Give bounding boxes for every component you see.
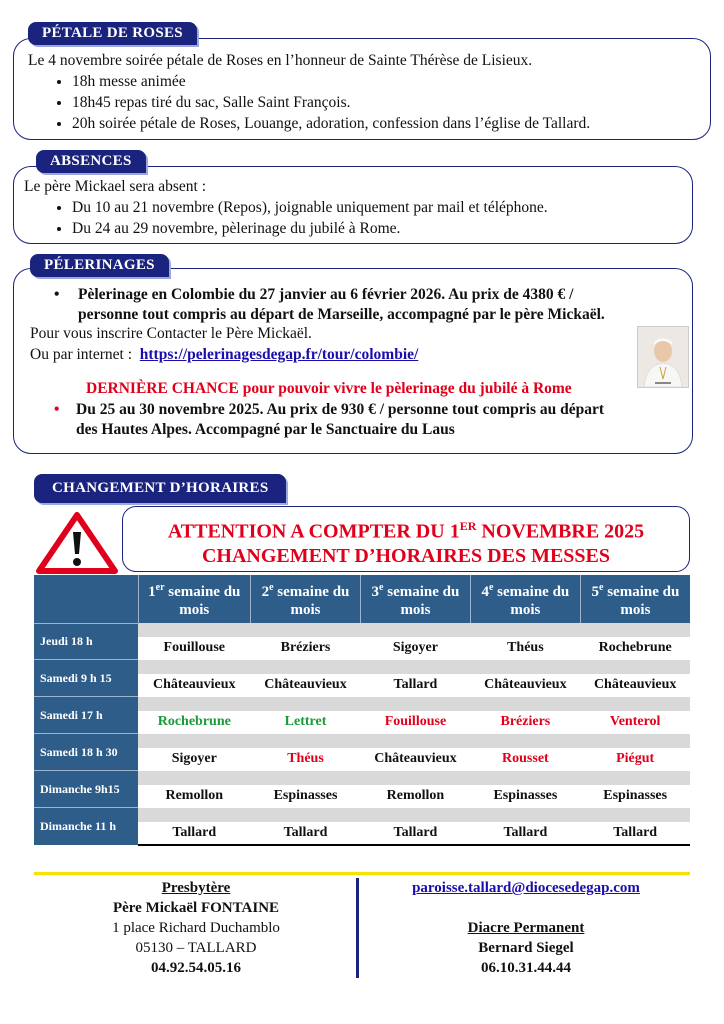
attention-line1 <box>122 514 690 544</box>
horaires-tag: CHANGEMENT D’HORAIRES <box>34 474 286 503</box>
gap-cell <box>251 771 361 786</box>
attention-sup: ER <box>459 519 477 533</box>
pere-name: Père Mickaël FONTAINE <box>112 900 280 916</box>
table-gap-row <box>34 697 690 712</box>
schedule-body <box>34 623 690 845</box>
email-link[interactable]: paroisse.tallard@diocesedegap.com <box>412 880 640 896</box>
place-cell: Bréziers <box>470 711 580 734</box>
address: 1 place Richard Duchamblo <box>112 920 280 936</box>
time-label: Dimanche 11 h <box>34 808 138 846</box>
week-header: 2e semaine du mois <box>251 575 361 623</box>
absences-tag: ABSENCES <box>36 150 146 173</box>
colombie-block <box>50 285 670 325</box>
place-cell: Sigoyer <box>138 748 251 771</box>
time-label: Samedi 18 h 30 <box>34 734 138 771</box>
table-gap-row <box>34 808 690 823</box>
list-item: • 18h45 repas tiré du sac, Salle Saint François. <box>72 92 590 113</box>
gap-cell <box>138 771 251 786</box>
gap-cell <box>580 697 690 712</box>
gap-cell <box>251 697 361 712</box>
gap-cell <box>360 623 470 637</box>
gap-cell <box>138 623 251 637</box>
gap-cell <box>580 808 690 823</box>
gap-cell <box>470 734 580 749</box>
place-cell: Théus <box>470 637 580 660</box>
place-cell: Tallard <box>580 822 690 845</box>
warning-icon <box>36 512 118 574</box>
gap-cell <box>360 808 470 823</box>
place-cell: Lettret <box>251 711 361 734</box>
gap-cell <box>580 660 690 675</box>
gap-cell <box>360 697 470 712</box>
place-cell: Théus <box>251 748 361 771</box>
place-cell: Châteauvieux <box>470 674 580 697</box>
gap-cell <box>138 697 251 712</box>
attention-line2: CHANGEMENT D’HORAIRES DES MESSES <box>201 544 611 567</box>
place-cell: Rousset <box>470 748 580 771</box>
place-cell: Châteauvieux <box>360 748 470 771</box>
place-cell: Fouillouse <box>360 711 470 734</box>
rome-line1: Du 25 au 30 novembre 2025. Au prix de 930 € / personne tout compris au départ <box>76 401 605 418</box>
gap-cell <box>138 660 251 675</box>
gap-cell <box>470 697 580 712</box>
place-cell: Châteauvieux <box>138 674 251 697</box>
gap-cell <box>580 623 690 637</box>
absences-list <box>20 197 548 239</box>
place-cell: Venterol <box>580 711 690 734</box>
table-gap-row <box>34 734 690 749</box>
colombie-line1: Pèlerinage en Colombie du 27 janvier au 6 février 2026. Au prix de 4380 € / <box>78 286 574 303</box>
diacre-title: Diacre Permanent <box>467 920 585 936</box>
gap-cell <box>251 660 361 675</box>
city: 05130 – TALLARD <box>135 940 257 956</box>
pope-photo <box>637 326 689 388</box>
presbytere-title: Presbytère <box>161 880 231 896</box>
diacre-phone: 06.10.31.44.44 <box>481 960 571 976</box>
week-header: 3e semaine du mois <box>360 575 470 623</box>
bullet: • <box>54 286 60 303</box>
gap-cell <box>470 623 580 637</box>
gap-cell <box>251 734 361 749</box>
gap-cell <box>580 771 690 786</box>
place-cell: Rochebrune <box>138 711 251 734</box>
place-cell: Piégut <box>580 748 690 771</box>
place-cell: Tallard <box>360 822 470 845</box>
gap-cell <box>470 660 580 675</box>
rome-line2: des Hautes Alpes. Accompagné par le Sanctuaire du Laus <box>76 421 455 438</box>
place-cell: Tallard <box>360 674 470 697</box>
place-cell: Remollon <box>138 785 251 808</box>
week-header: 1er semaine du mois <box>138 575 251 623</box>
time-label: Jeudi 18 h <box>34 623 138 660</box>
attention-title <box>122 514 690 568</box>
list-item: • Du 10 au 21 novembre (Repos), joignable uniquement par mail et téléphone. <box>72 197 548 218</box>
place-cell: Espinasses <box>251 785 361 808</box>
phone: 04.92.54.05.16 <box>151 960 241 976</box>
internet-label: Ou par internet : <box>30 346 133 363</box>
petale-list <box>20 71 590 134</box>
gap-cell <box>360 734 470 749</box>
internet-line <box>30 345 418 365</box>
place-cell: Espinasses <box>470 785 580 808</box>
place-cell: Rochebrune <box>580 637 690 660</box>
footer-rule <box>34 872 690 875</box>
footer-divider <box>356 878 359 978</box>
table-header-row <box>34 575 690 623</box>
colombie-line2: personne tout compris au départ de Marseille, accompagné par le père Mickaël. <box>78 306 605 323</box>
list-item: • Du 24 au 29 novembre, pèlerinage du jubilé à Rome. <box>72 218 548 239</box>
gap-cell <box>360 771 470 786</box>
table-gap-row <box>34 623 690 637</box>
week-header: 4e semaine du mois <box>470 575 580 623</box>
bullet: • <box>54 401 60 418</box>
attention-text: ATTENTION A COMPTER DU 1 <box>167 520 460 543</box>
gap-cell <box>470 771 580 786</box>
place-cell: Tallard <box>251 822 361 845</box>
gap-cell <box>360 660 470 675</box>
gap-cell <box>251 808 361 823</box>
list-item: • 18h messe animée <box>72 71 590 92</box>
gap-cell <box>470 808 580 823</box>
place-cell: Châteauvieux <box>580 674 690 697</box>
pelerinages-tag: PÉLERINAGES <box>30 254 169 277</box>
derniere-chance: DERNIÈRE CHANCE pour pouvoir vivre le pèlerinage du jubilé à Rome <box>86 380 572 397</box>
gap-cell <box>138 808 251 823</box>
place-cell: Bréziers <box>251 637 361 660</box>
place-cell: Fouillouse <box>138 637 251 660</box>
place-cell: Sigoyer <box>360 637 470 660</box>
gap-cell <box>251 623 361 637</box>
list-item: • 20h soirée pétale de Roses, Louange, adoration, confession dans l’église de Tallard. <box>72 113 590 134</box>
presbytere-block <box>60 878 332 978</box>
week-header: 5e semaine du mois <box>580 575 690 623</box>
colombie-link[interactable]: https://pelerinagesdegap.fr/tour/colombie/ <box>139 346 419 363</box>
attention-text-end: NOVEMBRE 2025 <box>476 520 645 543</box>
diacre-name: Bernard Siegel <box>478 940 574 956</box>
petale-tag: PÉTALE DE ROSES <box>28 22 197 45</box>
place-cell: Tallard <box>138 822 251 845</box>
mass-schedule-table <box>34 575 690 846</box>
time-label: Samedi 17 h <box>34 697 138 734</box>
rome-block <box>50 400 690 440</box>
pope-portrait-icon <box>638 327 688 387</box>
time-label: Dimanche 9h15 <box>34 771 138 808</box>
place-cell: Remollon <box>360 785 470 808</box>
table-gap-row <box>34 771 690 786</box>
place-cell: Tallard <box>470 822 580 845</box>
place-cell: Châteauvieux <box>251 674 361 697</box>
gap-cell <box>138 734 251 749</box>
place-cell: Espinasses <box>580 785 690 808</box>
table-gap-row <box>34 660 690 675</box>
gap-cell <box>580 734 690 749</box>
petale-intro: Le 4 novembre soirée pétale de Roses en l’honneur de Sainte Thérèse de Lisieux. <box>28 52 533 69</box>
absences-intro: Le père Mickael sera absent : <box>24 178 207 195</box>
corner-cell <box>34 575 138 623</box>
time-label: Samedi 9 h 15 <box>34 660 138 697</box>
contact-block <box>366 878 686 978</box>
inscrire-text: Pour vous inscrire Contacter le Père Mickaël. <box>30 325 312 342</box>
